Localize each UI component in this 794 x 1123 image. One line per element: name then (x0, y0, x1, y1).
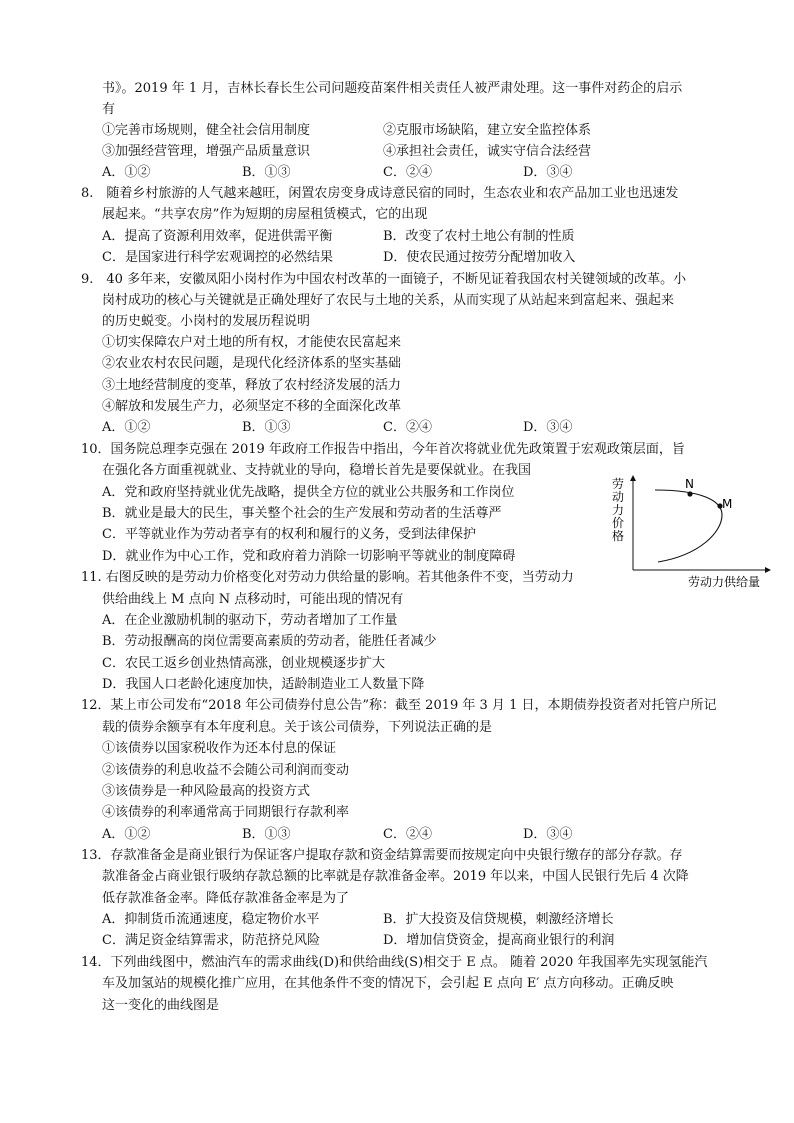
q10-stem-line: 在强化各方面重视就业、支持就业的导向，稳增长首先是要保就业。在我国 (102, 463, 532, 478)
q12-stem-line: 12．某上市公司发布“2018 年公司债券付息公告”称：截至 2019 年 3 月 1 日，本期债券投资者对托管户所记 (81, 698, 717, 713)
point-n-marker (687, 491, 692, 496)
q7-text-line: 有 (102, 102, 116, 117)
point-m-label: M (722, 497, 733, 511)
choice-d: D．③④ (523, 827, 573, 842)
q8-option-c: C．是国家进行科学宏观调控的必然结果 (102, 250, 333, 265)
q7-text-line: 书》。2019 年 1 月，吉林长春长生公司问题疫苗案件相关责任人被严肃处理。这一事件对药企的启示 (102, 81, 683, 96)
q8-option-b: B．改变了农村土地公有制的性质 (383, 229, 575, 244)
q10-option-d: D．就业作为中心工作，党和政府着力消除一切影响平等就业的制度障碍 (102, 549, 516, 564)
q13-option-d: D．增加信贷资金，提高商业银行的利润 (383, 933, 615, 948)
choice-a: A．①② (102, 420, 151, 435)
point-n-label: N (685, 477, 694, 491)
q10-stem-line: 10．国务院总理李克强在 2019 年政府工作报告中指出，今年首次将就业优先政策置于宏观政策层面，旨 (81, 442, 685, 457)
q13-option-b: B．扩大投资及信贷规模，刺激经济增长 (383, 912, 614, 927)
q13-stem-line: 13．存款准备金是商业银行为保证客户提取存款和资金结算需要而按规定向中央银行缴存的部分存款。存 (81, 848, 683, 863)
q14-stem-line: 14．下列曲线图中，燃油汽车的需求曲线(D)和供给曲线(S)相交于 E 点。 随着 2020 年我国率先实现氢能汽 (81, 955, 708, 970)
choice-d: D．③④ (523, 165, 573, 180)
q7-option-3: ③加强经营管理，增强产品质量意识 (102, 144, 311, 159)
q9-stem-line: 的历史蜕变。小岗村的发展历程说明 (102, 314, 311, 329)
q9-stem-line: 岗村成功的核心与关键就是正确处理好了农民与土地的关系，从而实现了从站起来到富起来、强起来 (102, 293, 675, 308)
q7-option-1: ①完善市场规则，健全社会信用制度 (102, 123, 311, 138)
choice-c: C．②④ (383, 165, 432, 180)
q11-option-d: D．我国人口老龄化速度加快，适龄制造业工人数量下降 (102, 677, 425, 692)
q11-option-a: A．在企业激励机制的驱动下，劳动者增加了工作量 (102, 613, 398, 628)
q11-stem-line: 11. 右图反映的是劳动力价格变化对劳动力供给量的影响。若其他条件不变，当劳动力 (81, 570, 574, 585)
q11-stem-line: 供给曲线上 M 点向 N 点移动时，可能出现的情况有 (102, 592, 404, 607)
q12-stem-line: 载的债券余额享有本年度利息。关于该公司债券，下列说法正确的是 (102, 720, 493, 735)
q9-option-3: ③土地经营制度的变革，释放了农村经济发展的活力 (102, 378, 402, 393)
y-axis-label: 劳 (612, 477, 625, 491)
q13-stem-line: 低存款准备金率。降低存款准备金率是为了 (102, 891, 350, 906)
q7-option-4: ④承担社会责任，诚实守信合法经营 (383, 144, 592, 159)
y-axis-label: 力 (612, 503, 625, 517)
q12-option-4: ④该债券的利率通常高于同期银行存款利率 (102, 805, 350, 820)
choice-a: A．①② (102, 827, 151, 842)
q9-option-2: ②农业农村农民问题，是现代化经济体系的坚实基础 (102, 356, 402, 371)
q7-option-2: ②克服市场缺陷，建立安全监控体系 (383, 123, 592, 138)
y-axis-label: 动 (612, 490, 625, 504)
q9-option-4: ④解放和发展生产力，必须坚定不移的全面深化改革 (102, 399, 402, 414)
q8-option-d: D．使农民通过按劳分配增加收入 (383, 250, 576, 265)
q13-option-c: C．满足资金结算需求，防范挤兑风险 (102, 933, 320, 948)
q14-stem-line: 车及加氢站的规模化推广应用，在其他条件不变的情况下，会引起 E 点向 E′ 点方向移动。正确反映 (102, 976, 674, 991)
choice-b: B．①③ (242, 165, 291, 180)
supply-curve (655, 490, 722, 562)
q12-option-1: ①该债券以国家税收作为还本付息的保证 (102, 741, 337, 756)
q11-option-c: C．农民工返乡创业热情高涨，创业规模逐步扩大 (102, 656, 385, 671)
q13-option-a: A．抑制货币流通速度，稳定物价水平 (102, 912, 320, 927)
choice-b: B．①③ (242, 420, 291, 435)
q8-stem-line: 8. 随着乡村旅游的人气越来越旺，闲置农房变身成诗意民宿的同时，生态农业和农产品加工业也迅速发 (81, 186, 679, 201)
labor-supply-graph (600, 470, 775, 590)
q10-option-a: A．党和政府坚持就业优先战略，提供全方位的就业公共服务和工作岗位 (102, 485, 515, 500)
x-axis-label: 劳动力供给量 (688, 575, 761, 589)
choice-b: B．①③ (242, 827, 291, 842)
y-axis-label: 格 (612, 529, 625, 543)
q12-option-2: ②该债券的利息收益不会随公司利润而变动 (102, 763, 350, 778)
q8-option-a: A．提高了资源利用效率，促进供需平衡 (102, 229, 333, 244)
y-axis-label: 价 (612, 516, 625, 530)
q9-stem-line: 9. 40 多年来，安徽凤阳小岗村作为中国农村改革的一面镜子，不断见证着我国农村关键领域的改革。小 (81, 272, 687, 287)
q10-option-c: C．平等就业作为劳动者享有的权利和履行的义务，受到法律保护 (102, 527, 476, 542)
q9-option-1: ①切实保障农户对土地的所有权，才能使农民富起来 (102, 335, 402, 350)
q10-option-b: B．就业是最大的民生，事关整个社会的生产发展和劳动者的生活尊严 (102, 506, 502, 521)
q14-stem-line: 这一变化的曲线图是 (102, 998, 220, 1013)
choice-a: A．①② (102, 165, 151, 180)
choice-c: C．②④ (383, 420, 432, 435)
choice-d: D．③④ (523, 420, 573, 435)
q13-stem-line: 款准备金占商业银行吸纳存款总额的比率就是存款准备金率。2019 年以来，中国人民银行先后 4 次降 (102, 869, 689, 884)
q12-option-3: ③该债券是一种风险最高的投资方式 (102, 784, 311, 799)
choice-c: C．②④ (383, 827, 432, 842)
q11-option-b: B．劳动报酬高的岗位需要高素质的劳动者，能胜任者减少 (102, 634, 437, 649)
q8-stem-line: 展起来。“共享农房”作为短期的房屋租赁模式，它的出现 (102, 207, 428, 222)
